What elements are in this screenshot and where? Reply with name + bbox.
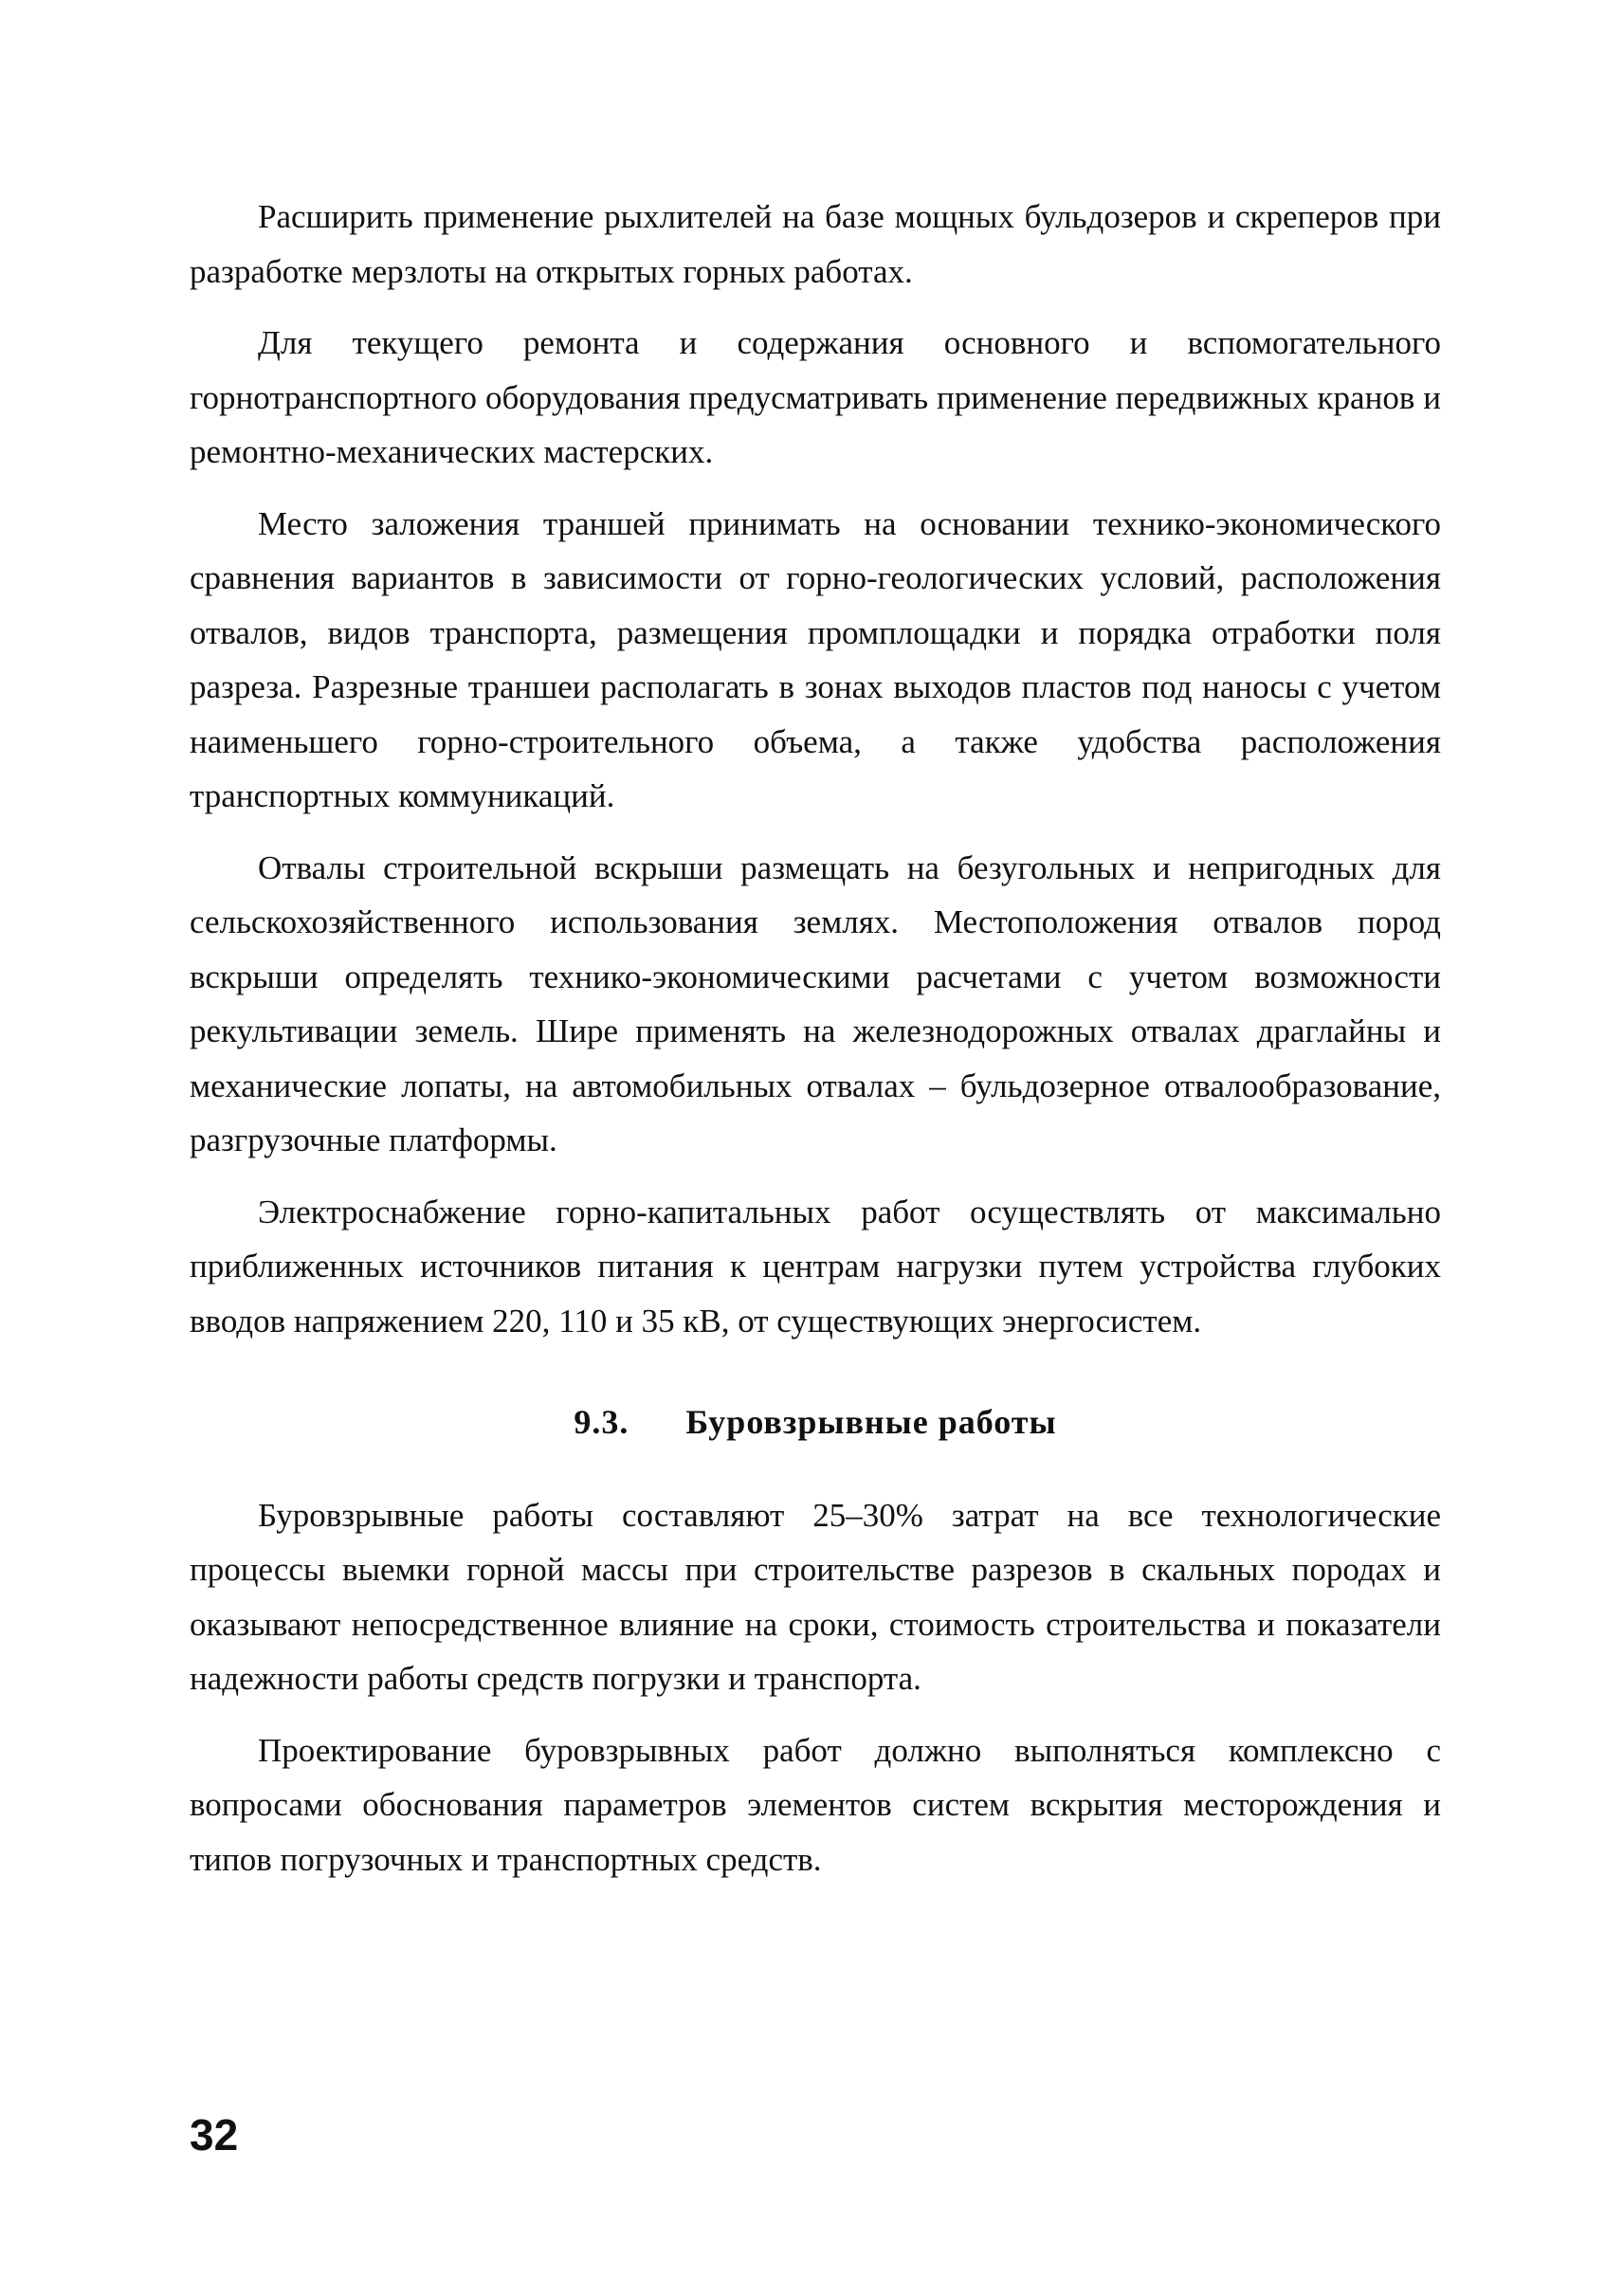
paragraph-maintenance: Для текущего ремонта и содержания основного и вспомогательного горнотранспортного оборудования предусматривать применение передвижных кранов и ремонтно-механических мастерских.: [190, 324, 1441, 470]
page-number: 32: [190, 2110, 239, 2159]
paragraph-blasting-design: Проектирование буровзрывных работ должно выполняться комплексно с вопросами обоснования параметров элементов систем вскрытия месторождения и типов погрузочных и транспортных средств.: [190, 1731, 1441, 1878]
page-body: [190, 190, 1441, 1904]
paragraph-dumps: Отвалы строительной вскрыши размещать на безугольных и непригодных для сельскохозяйственного использования землях. Местоположения отвалов пород вскрыши определять технико-экономическими расчетами с учетом возможности рекультивации земель. Шире применять на железнодорожных отвалах драглайны и механические лопаты, на автомобильных отвалах – бульдозерное отвалообразование, разгрузочные платформы.: [190, 848, 1441, 1158]
section-number: 9.3.: [574, 1403, 629, 1441]
paragraph-blasting-costs: Буровзрывные работы составляют 25–30% затрат на все технологические процессы выемки горной массы при строительстве разрезов в скальных породах и оказывают непосредственное влияние на сроки, стоимость строительства и показатели надежности работы средств погрузки и транспорта.: [190, 1496, 1441, 1697]
paragraph-rippers: Расширить применение рыхлителей на базе мощных бульдозеров и скреперов при разработке мерзлоты на открытых горных работах.: [190, 198, 1441, 290]
paragraph-trenches: Место заложения траншей принимать на основании технико-экономического сравнения вариантов в зависимости от горно-геологических условий, расположения отвалов, видов транспорта, размещения промплощадки и порядка отработки поля разреза. Разрезные траншеи располагать в зонах выходов пластов под наносы с учетом наименьшего горно-строительного объема, а также удобства расположения транспортных коммуникаций.: [190, 504, 1441, 814]
section-title: Буровзрывные работы: [685, 1403, 1057, 1441]
paragraph-power-supply: Электроснабжение горно-капитальных работ осуществлять от максимально приближенных источников питания к центрам нагрузки путем устройства глубоких вводов напряжением 220, 110 и 35 кВ, от существующих энергосистем.: [190, 1193, 1441, 1339]
section-heading: [190, 1395, 1441, 1450]
